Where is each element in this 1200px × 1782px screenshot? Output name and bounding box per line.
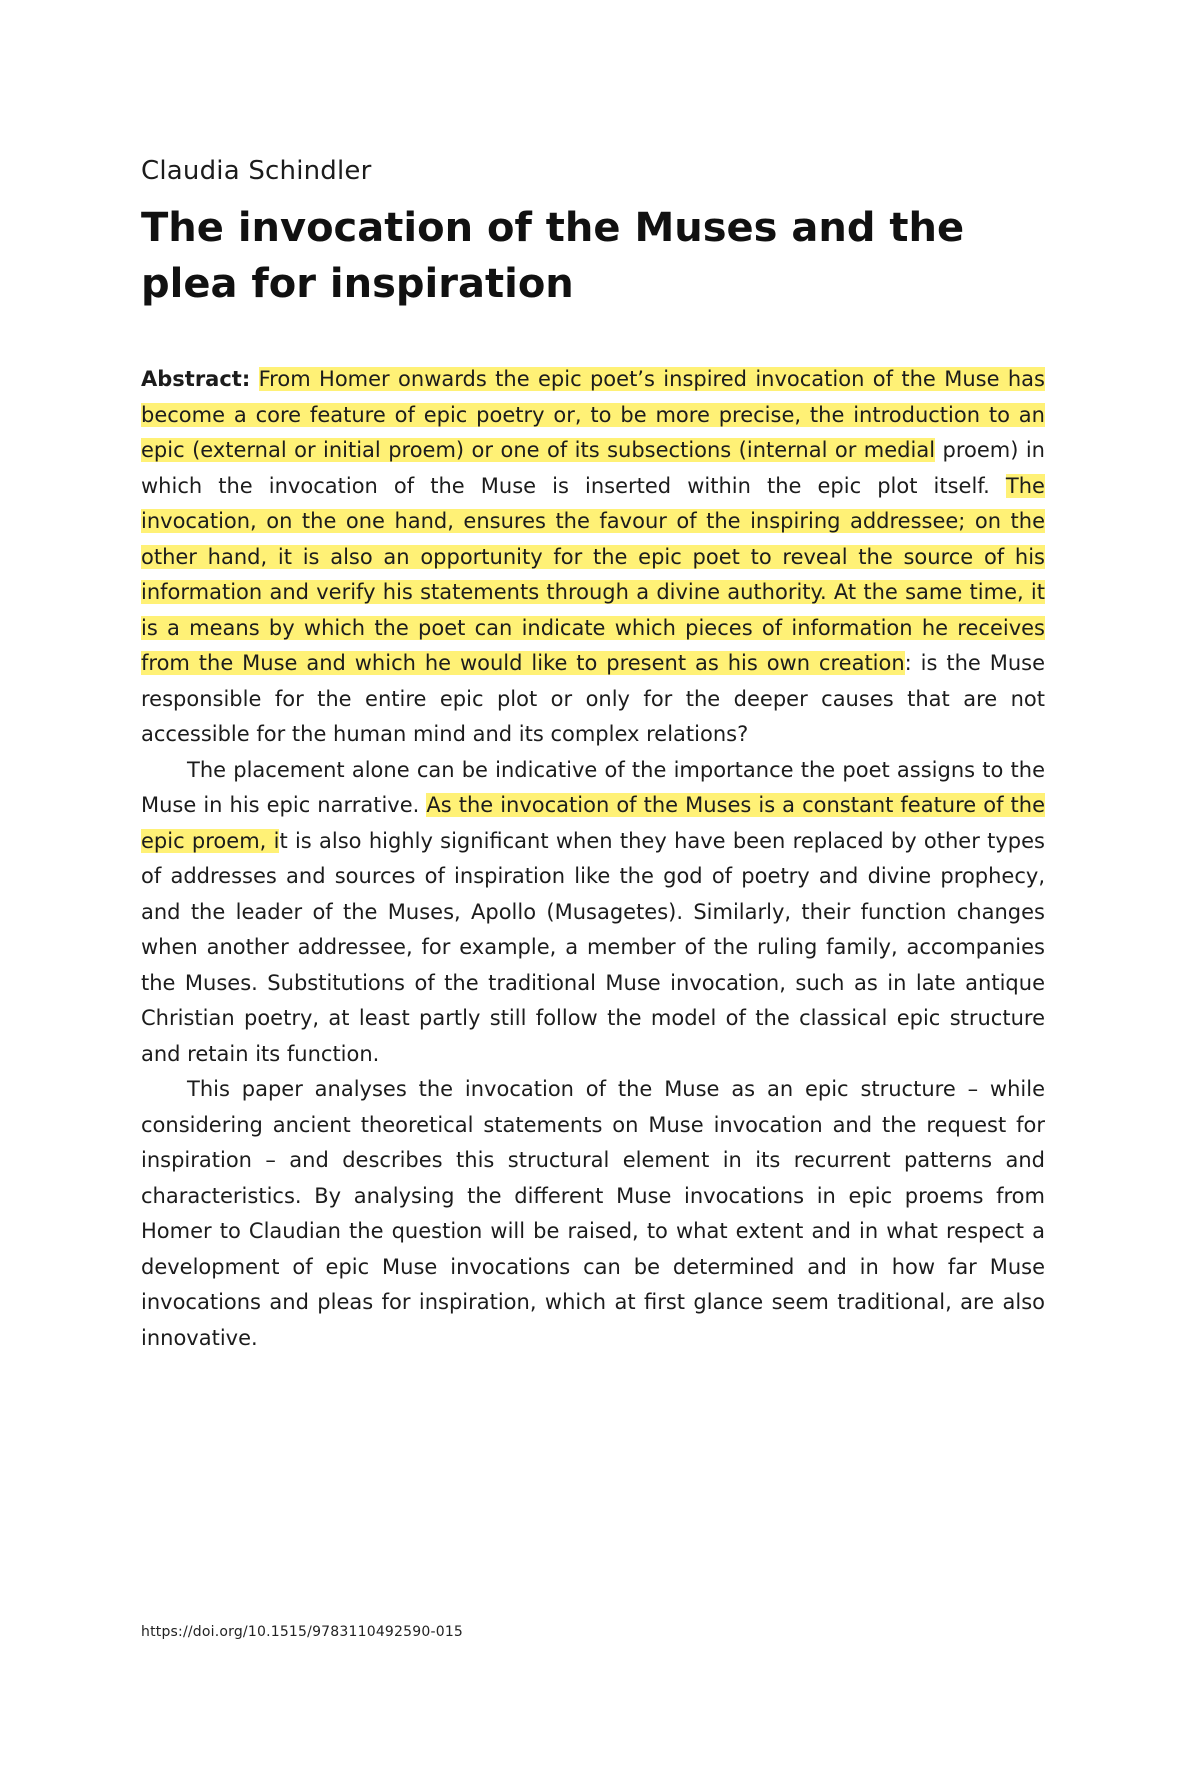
abstract-text: t is also highly significant when they have been replaced by other types of addresses and sources of inspiration like the god of poetry and divine prophecy, and the leader of the Muses, Apollo (Musagetes). Similarly, their function changes when another addressee, for example, a member of the ruling family, accompanies the Muses. Substitutions of the traditional Muse invocation, such as in late antique Christian poetry, at least partly still follow the model of the classical epic structure and retain its function.	[141, 828, 1045, 1066]
doi-link[interactable]: https://doi.org/10.1515/9783110492590-015	[141, 1624, 464, 1640]
abstract-text: : is the Muse responsible for the entire epic plot or only for the deeper causes that are not accessible for the human mind and its complex relations?	[141, 651, 1045, 746]
author-name: Claudia Schindler	[141, 156, 372, 186]
abstract-text: The placement alone can be indicative of the importance the poet assigns to the Muse in his epic narrative.	[141, 757, 1045, 817]
abstract	[141, 362, 1045, 1356]
abstract-paragraph-1	[141, 362, 1045, 753]
abstract-label: Abstract:	[141, 367, 251, 391]
paper-title: The invocation of the Muses and the plea for inspiration	[141, 205, 965, 307]
highlight-1: From Homer onwards the epic poet’s inspired invocation of the Muse has become a core feature of epic poetry or, to be more precise, the introduction to an epic (external or initial proem) or one of its subsections (internal or medial	[141, 367, 1045, 462]
abstract-text: proem) in which the invocation of the Muse is inserted within the epic plot itself.	[141, 438, 1045, 498]
abstract-paragraph-2	[141, 753, 1045, 1073]
highlight-3: As the invocation of the Muses is a constant feature of the epic proem, i	[141, 793, 1045, 853]
highlight-2: The invocation, on the one hand, ensures the favour of the inspiring addressee; on the other hand, it is also an opportunity for the epic poet to reveal the source of his information and verify his statements through a divine authority. At the same time, it is a means by which the poet can indicate which pieces of information he receives from the Muse and which he would like to present as his own creation	[141, 473, 1045, 675]
abstract-paragraph-3: This paper analyses the invocation of the Muse as an epic structure – while considering ancient theoretical statements on Muse invocation and the request for inspiration – and describes this structural element in its recurrent patterns and characteristics. By analysing the different Muse invocations in epic proems from Homer to Claudian the question will be raised, to what extent and in what respect a development of epic Muse invocations can be determined and in how far Muse invocations and pleas for inspiration, which at first glance seem traditional, are also innovative.	[141, 1077, 1045, 1350]
